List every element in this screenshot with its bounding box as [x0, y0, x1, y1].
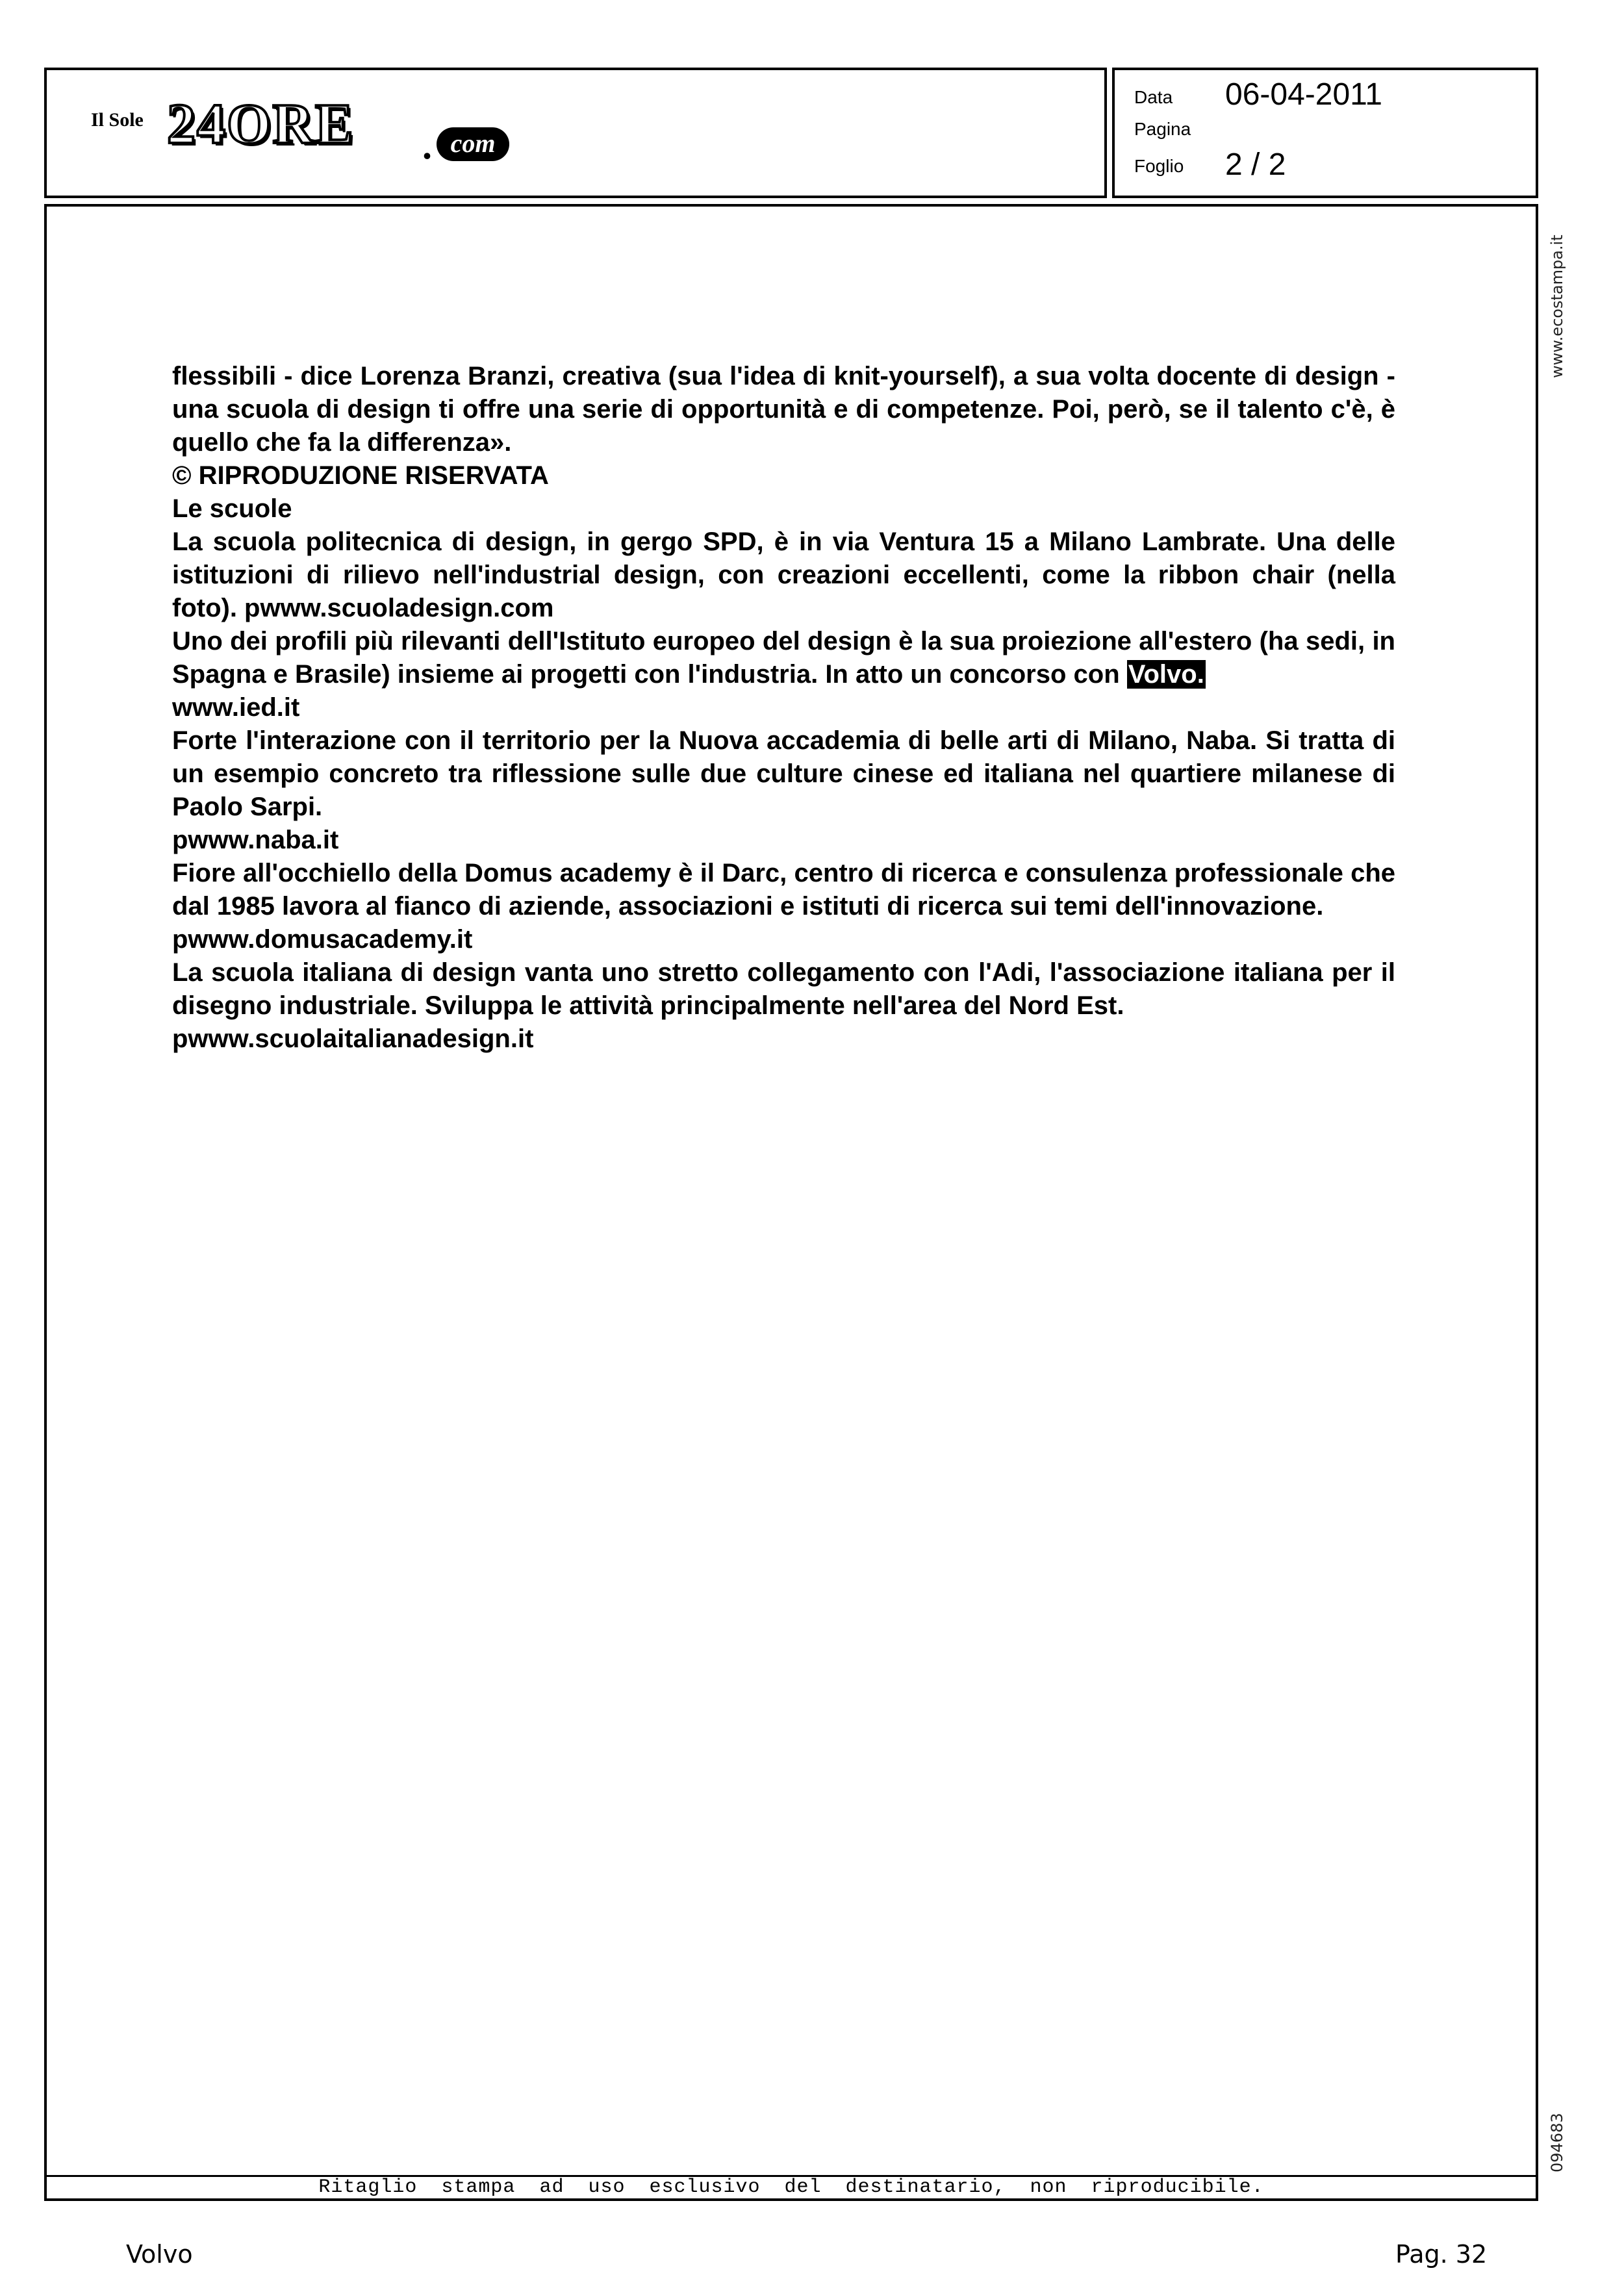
- bottom-keyword: Volvo: [126, 2240, 193, 2269]
- foglio-label: Foglio: [1134, 156, 1184, 176]
- article-body: [172, 360, 1395, 1056]
- section-heading: Le scuole: [172, 494, 292, 523]
- data-value: 06-04-2011: [1225, 77, 1382, 112]
- side-watermark-url: www.ecostampa.it: [1548, 235, 1566, 378]
- article-paragraph: La scuola italiana di design vanta uno stretto collegamento con l'Adi, l'associazione italiana per il disegno industriale. Sviluppa le attività principalmente nell'area del Nord Est.: [172, 958, 1395, 1020]
- website-link: pwww.domusacademy.it: [172, 925, 473, 954]
- article-box: [44, 204, 1538, 2201]
- article-paragraph: Forte l'interazione con il territorio per la Nuova accademia di belle arti di Milano, Naba. Si tratta di un esempio concreto tra riflessione sulle due culture cinese ed italiana nel quartiere milanese di Paolo Sarpi.: [172, 726, 1395, 821]
- website-link: pwww.scuolaitalianadesign.it: [172, 1024, 534, 1053]
- website-link: www.ied.it: [172, 693, 300, 722]
- logo-il-sole: Il Sole: [91, 109, 144, 131]
- masthead-logo-box: [44, 68, 1107, 198]
- logo-dot: .: [422, 124, 432, 167]
- website-link: pwww.naba.it: [172, 826, 339, 854]
- copyright-line: © RIPRODUZIONE RISERVATA: [172, 461, 549, 490]
- data-label: Data: [1134, 87, 1173, 107]
- clipping-notice: Ritaglio stampa ad uso esclusivo del destinatario, non riproducibile.: [318, 2176, 1264, 2198]
- highlighted-keyword: Volvo.: [1128, 660, 1204, 689]
- page-number: Pag. 32: [1395, 2240, 1488, 2269]
- article-paragraph: Fiore all'occhiello della Domus academy è il Darc, centro di ricerca e consulenza professionale che dal 1985 lavora al fianco di aziende, associazioni e istituti di ricerca sui temi dell'innovazione.: [172, 859, 1395, 921]
- pagina-label: Pagina: [1134, 119, 1191, 139]
- metadata-box: [1112, 68, 1538, 198]
- article-paragraph: [172, 625, 1395, 691]
- paragraph-text: Uno dei profili più rilevanti dell'Istituto europeo del design è la sua proiezione all'estero (ha sedi, in Spagna e Brasile) insieme ai progetti con l'industria. In atto un concorso con: [172, 627, 1395, 689]
- foglio-value: 2 / 2: [1225, 147, 1286, 182]
- article-paragraph: flessibili - dice Lorenza Branzi, creativa (sua l'idea di knit-yourself), a sua volta docente di design - una scuola di design ti offre una serie di opportunità e di competenze. Poi, però, se il talento c'è, è quello che fa la differenza».: [172, 362, 1395, 457]
- logo-24ore: 24ORE: [167, 93, 355, 156]
- side-code: 094683: [1548, 2113, 1566, 2172]
- logo-com-badge: com: [437, 127, 509, 161]
- article-paragraph: La scuola politecnica di design, in gergo SPD, è in via Ventura 15 a Milano Lambrate. Una delle istituzioni di rilievo nell'industrial design, con creazioni eccellenti, come la ribbon chair (nella foto). pwww.scuoladesign.com: [172, 528, 1395, 622]
